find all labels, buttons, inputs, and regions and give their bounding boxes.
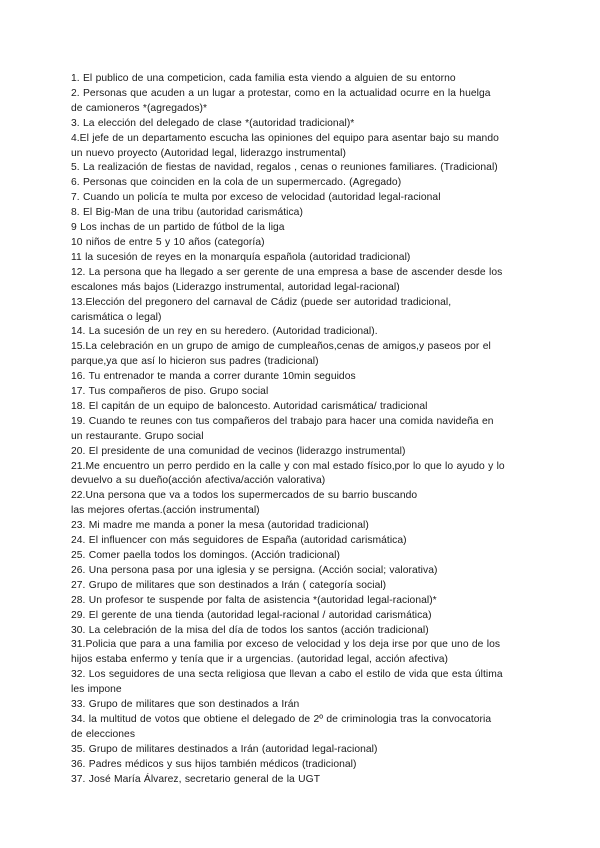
line-text: 5. La realización de fiestas de navidad, regalos , cenas o reuniones familiares. (Tradicional) xyxy=(71,162,498,174)
list-line xyxy=(71,743,531,758)
line-text: devuelvo a su dueño(acción afectiva/acción valorativa) xyxy=(71,475,326,487)
line-text: 31.Policia que para a una familia por exceso de velocidad y los deja irse por que uno de los xyxy=(71,639,501,651)
list-line xyxy=(71,72,531,87)
list-line xyxy=(71,773,531,788)
line-text: 35. Grupo de militares destinados a Irán (autoridad legal-racional) xyxy=(71,743,378,755)
line-text: 15.La celebración en un grupo de amigo de cumpleaños,cenas de amigos,y paseos por el xyxy=(71,341,491,353)
line-text: 20. El presidente de una comunidad de vecinos (liderazgo instrumental) xyxy=(71,445,406,457)
list-line xyxy=(71,236,531,251)
list-line xyxy=(71,504,531,519)
line-text: las mejores ofertas.(acción instrumental) xyxy=(71,505,260,517)
list-line xyxy=(71,728,531,743)
list-line xyxy=(71,221,531,236)
list-line xyxy=(71,489,531,504)
line-text: 6. Personas que coinciden en la cola de un supermercado. (Agregado) xyxy=(71,177,402,189)
list-line xyxy=(71,325,531,340)
line-text: 22.Una persona que va a todos los supermercados de su barrio buscando xyxy=(71,490,418,502)
line-text: 37. José María Álvarez, secretario general de la UGT xyxy=(71,773,321,785)
line-text: 4.El jefe de un departamento escucha las opiniones del equipo para asentar bajo su mando xyxy=(71,132,499,144)
line-text: 19. Cuando te reunes con tus compañeros del trabajo para hacer una comida navideña en xyxy=(71,415,494,427)
list-line xyxy=(71,713,531,728)
line-text: 18. El capitán de un equipo de baloncesto. Autoridad carismática/ tradicional xyxy=(71,400,428,412)
list-line xyxy=(71,191,531,206)
list-line xyxy=(71,758,531,773)
line-text: carismática o legal) xyxy=(71,311,162,323)
line-text: 36. Padres médicos y sus hijos también médicos (tradicional) xyxy=(71,758,357,770)
line-text: 33. Grupo de militares que son destinados a Irán xyxy=(71,699,300,711)
list-line xyxy=(71,698,531,713)
line-text: 25. Comer paella todos los domingos. (Acción tradicional) xyxy=(71,550,340,561)
list-line xyxy=(71,340,531,355)
line-text: 16. Tu entrenador te manda a correr durante 10min seguidos xyxy=(71,371,356,383)
line-text: 27. Grupo de militares que son destinados a Irán ( categoría social) xyxy=(71,579,387,591)
line-text: 13.Elección del pregonero del carnaval de Cádiz (puede ser autoridad tradicional, xyxy=(71,296,452,308)
line-text: 23. Mi madre me manda a poner la mesa (autoridad tradicional) xyxy=(71,520,369,532)
line-text: 10 niños de entre 5 y 10 años (categoría) xyxy=(71,236,265,248)
list-line xyxy=(71,445,531,460)
list-line xyxy=(71,609,531,624)
list-line xyxy=(71,251,531,266)
line-text: les impone xyxy=(71,684,122,696)
list-line xyxy=(71,474,531,489)
line-text: 12. La persona que ha llegado a ser gerente de una empresa a base de ascender desde los xyxy=(71,266,503,278)
list-line xyxy=(71,460,531,475)
line-text: 30. La celebración de la misa del día de todos los santos (acción tradicional) xyxy=(71,624,429,636)
list-line xyxy=(71,564,531,579)
list-line xyxy=(71,281,531,296)
list-line xyxy=(71,117,531,132)
list-line xyxy=(71,355,531,370)
list-line xyxy=(71,102,531,117)
list-line xyxy=(71,683,531,698)
list-line xyxy=(71,132,531,147)
list-line xyxy=(71,430,531,445)
list-line xyxy=(71,579,531,594)
line-text: 2. Personas que acuden a un lugar a protestar, como en la actualidad ocurre en la huelga xyxy=(71,87,491,99)
line-text: parque,ya que así lo hicieron sus padres (tradicional) xyxy=(71,356,319,368)
list-line xyxy=(71,638,531,653)
list-line xyxy=(71,549,531,564)
line-text: 28. Un profesor te suspende por falta de asistencia *(autoridad legal-racional)* xyxy=(71,594,437,606)
list-line xyxy=(71,400,531,415)
line-text: 26. Una persona pasa por una iglesia y se persigna. (Acción social; valorativa) xyxy=(71,564,438,576)
list-line xyxy=(71,415,531,430)
document-page xyxy=(71,72,531,788)
list-line xyxy=(71,311,531,326)
line-text: hijos estaba enfermo y tenía que ir a urgencias. (autoridad legal, acción afectiva) xyxy=(71,654,448,666)
list-line xyxy=(71,534,531,549)
line-text: 17. Tus compañeros de piso. Grupo social xyxy=(71,386,269,398)
line-text: 7. Cuando un policía te multa por exceso de velocidad (autoridad legal-racional xyxy=(71,192,441,204)
list-line xyxy=(71,206,531,221)
list-line xyxy=(71,266,531,281)
list-line xyxy=(71,87,531,102)
list-line xyxy=(71,668,531,683)
list-line xyxy=(71,385,531,400)
line-text: escalones más bajos (Liderazgo instrumental, autoridad legal-racional) xyxy=(71,281,400,293)
line-text: 24. El influencer con más seguidores de España (autoridad carismática) xyxy=(71,535,407,547)
line-text: 21.Me encuentro un perro perdido en la calle y con mal estado físico,por lo que lo ayudo y lo xyxy=(71,460,505,472)
line-text: un nuevo proyecto (Autoridad legal, liderazgo instrumental) xyxy=(71,147,346,159)
list-line xyxy=(71,176,531,191)
line-text: 1. El publico de una competicion, cada familia esta viendo a alguien de su entorno xyxy=(71,73,456,84)
line-text: 8. El Big-Man de una tribu (autoridad carismática) xyxy=(71,207,303,219)
list-line xyxy=(71,296,531,311)
list-line xyxy=(71,653,531,668)
list-line xyxy=(71,147,531,162)
line-text: un restaurante. Grupo social xyxy=(71,430,204,442)
list-line xyxy=(71,370,531,385)
line-text: de camioneros *(agregados)* xyxy=(71,102,208,114)
list-line xyxy=(71,594,531,609)
line-text: 32. Los seguidores de una secta religiosa que llevan a cabo el estilo de vida que esta última xyxy=(71,669,503,681)
line-text: 34. la multitud de votos que obtiene el delegado de 2º de criminologia tras la convocatoria xyxy=(71,713,492,725)
line-text: 11 la sucesión de reyes en la monarquía española (autoridad tradicional) xyxy=(71,251,411,263)
line-text: 14. La sucesión de un rey en su heredero. (Autoridad tradicional). xyxy=(71,326,378,338)
line-text: 3. La elección del delegado de clase *(autoridad tradicional)* xyxy=(71,117,355,129)
list-line xyxy=(71,624,531,639)
list-line xyxy=(71,519,531,534)
line-text: 9 Los inchas de un partido de fútbol de la liga xyxy=(71,222,285,234)
list-line xyxy=(71,161,531,176)
line-text: de elecciones xyxy=(71,728,136,740)
line-text: 29. El gerente de una tienda (autoridad legal-racional / autoridad carismática) xyxy=(71,609,432,621)
